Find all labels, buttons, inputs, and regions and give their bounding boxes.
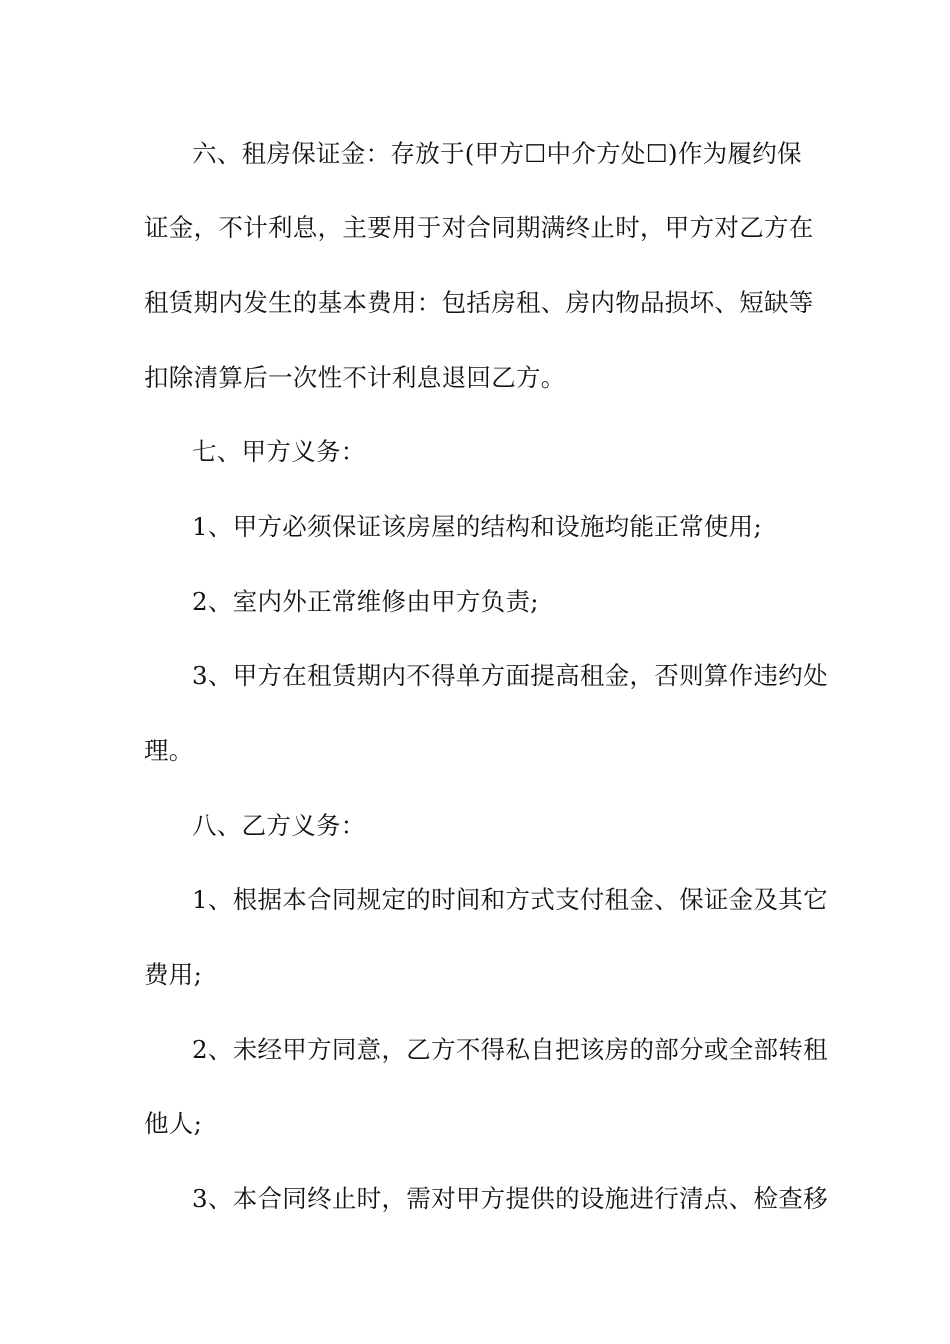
party-b-item-2-line-2: 他人; xyxy=(144,1109,203,1138)
paragraph-security-deposit-line-1: 六、租房保证金：存放于(甲方☐中介方处☐)作为履约保 xyxy=(192,139,802,168)
heading-party-a-obligations: 七、甲方义务： xyxy=(192,437,366,466)
paragraph-security-deposit-line-4: 扣除清算后一次性不计利息退回乙方。 xyxy=(144,363,566,392)
party-a-item-3-line-2: 理。 xyxy=(144,736,194,765)
party-a-item-3-line-1: 3、甲方在租赁期内不得单方面提高租金，否则算作违约处 xyxy=(192,661,828,690)
heading-party-b-obligations: 八、乙方义务： xyxy=(192,811,366,840)
party-b-item-3-line-1: 3、本合同终止时，需对甲方提供的设施进行清点、检查移 xyxy=(192,1184,828,1213)
party-b-item-1-line-2: 费用; xyxy=(144,960,203,989)
paragraph-security-deposit-line-3: 租赁期内发生的基本费用：包括房租、房内物品损坏、短缺等 xyxy=(144,288,814,317)
paragraph-security-deposit-line-2: 证金，不计利息，主要用于对合同期满终止时，甲方对乙方在 xyxy=(144,213,814,242)
party-a-item-1: 1、甲方必须保证该房屋的结构和设施均能正常使用; xyxy=(192,512,763,541)
party-b-item-2-line-1: 2、未经甲方同意，乙方不得私自把该房的部分或全部转租 xyxy=(192,1035,828,1064)
party-a-item-2: 2、室内外正常维修由甲方负责; xyxy=(192,587,539,616)
party-b-item-1-line-1: 1、根据本合同规定的时间和方式支付租金、保证金及其它 xyxy=(192,885,828,914)
